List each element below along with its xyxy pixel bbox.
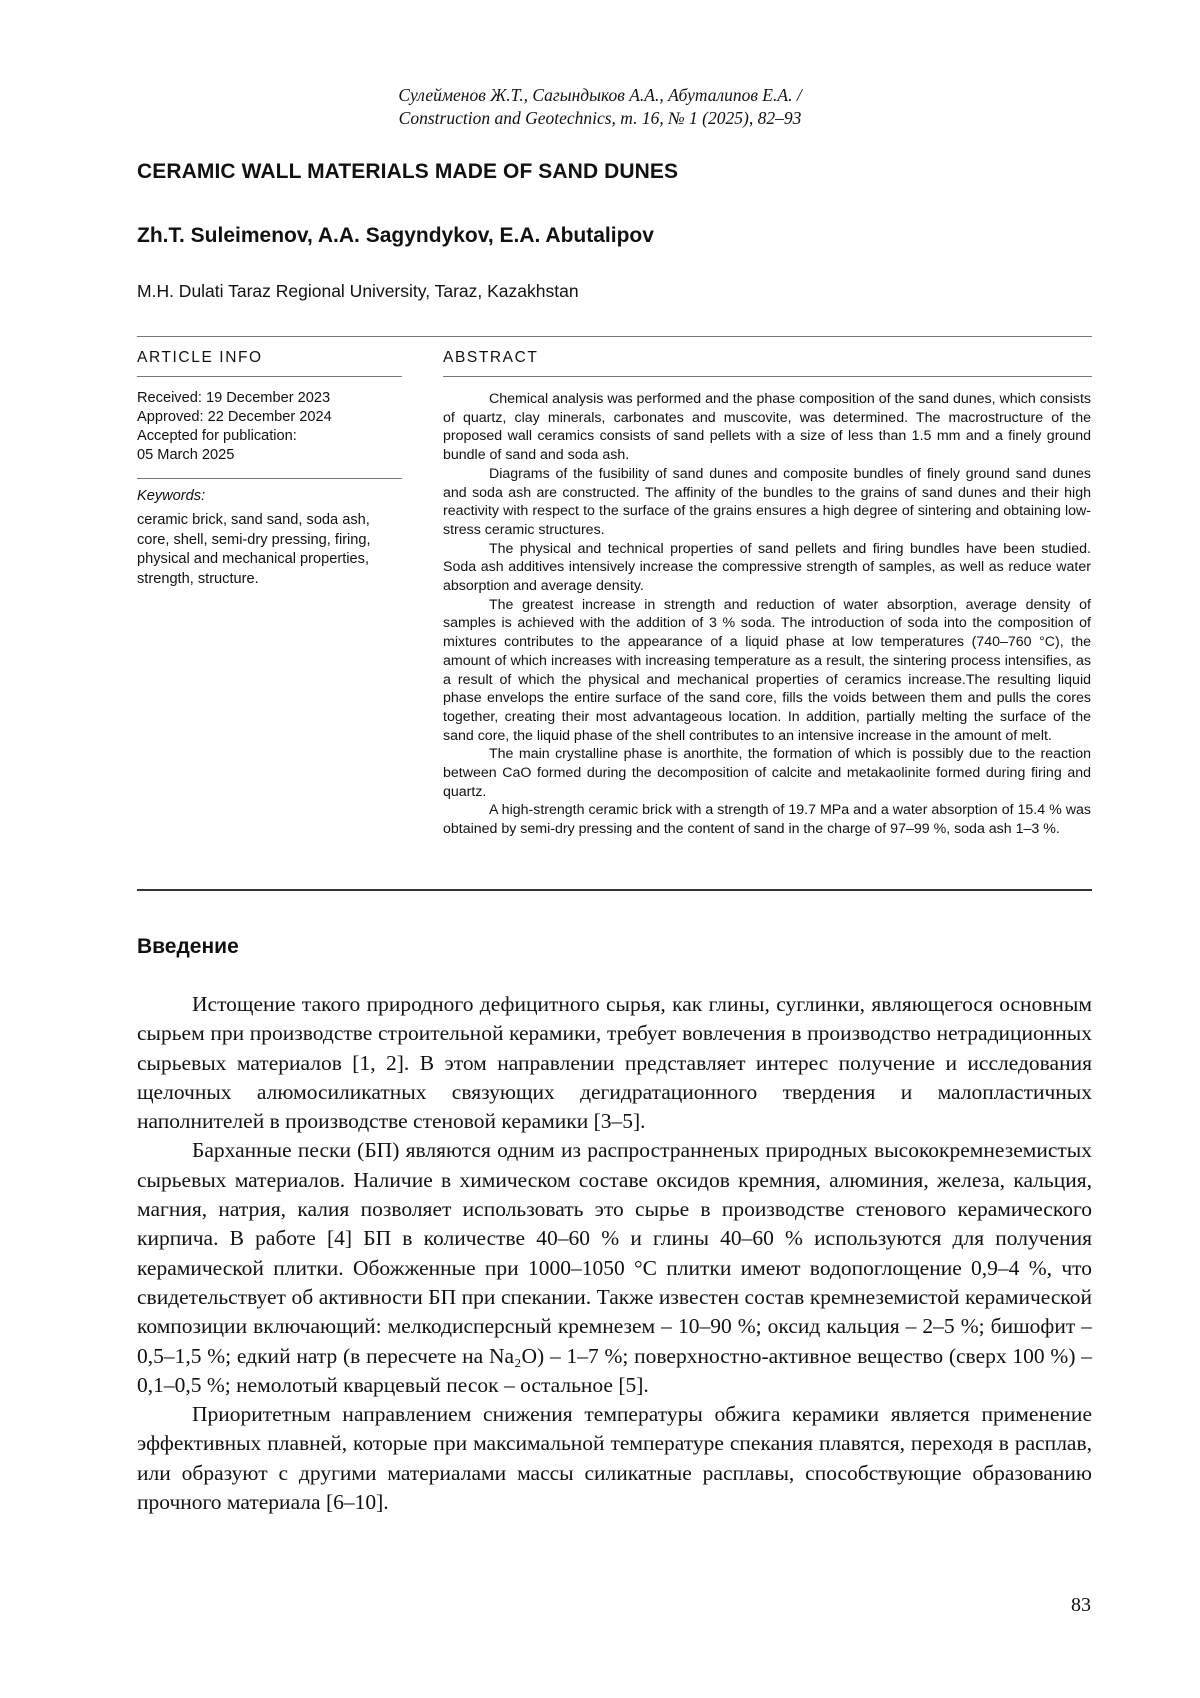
abstract-paragraph: The main crystalline phase is anorthite, the formation of which is possibly due to the reaction between CaO formed during the decomposition of calcite and metakaolinite formed during firing and quartz. (443, 746, 1091, 800)
keywords-divider (137, 478, 402, 479)
abstract-paragraph: The greatest increase in strength and reduction of water absorption, average density of samples is achieved with the addition of 3 % soda. The introduction of soda into the composition of mixtures contributes to the appearance of a liquid phase at low temperatures (740–760 °C), the amount of which increases with increasing temperature as a result, the sintering process intensifies, as a result of which the physical and mechanical properties of ceramics increase.The resulting liquid phase envelops the entire surface of the sand core, fills the voids between them and pulls the cores together, creating their most advantageous location. In addition, partially melting the surface of the sand core, the liquid phase of the shell contributes to an intensive increase in the amount of melt. (443, 596, 1091, 744)
running-header-authors: Сулейменов Ж.Т., Сагындыков А.А., Абуталипов Е.А. / (398, 85, 802, 105)
body-paragraph: Истощение такого природного дефицитного сырья, как глины, суглинки, являющегося основным сырьем при производстве строительной керамики, требует вовлечения в производство нетрадиционных сырьевых материалов [1, 2]. В этом направлении представляет интерес получение и исследования щелочных алюмосиликатных связующих дегидратационного твердения и малопластичных наполнителей в производстве стеновой керамики [3–5]. (137, 992, 1092, 1134)
running-header (137, 84, 1063, 130)
section-heading-introduction: Введение (137, 935, 239, 958)
approved-date: Approved: 22 December 2024 (137, 409, 332, 425)
article-dates (137, 389, 402, 465)
abstract-body (443, 390, 1091, 839)
running-header-journal: Construction and Geotechnics, т. 16, № 1 (2025), 82–93 (398, 108, 802, 128)
keywords-label: Keywords: (137, 488, 206, 504)
abstract-label: ABSTRACT (443, 349, 539, 366)
article-authors: Zh.T. Suleimenov, A.A. Sagyndykov, E.A. Abutalipov (137, 224, 654, 247)
keywords-list: ceramic brick, sand sand, soda ash, core, shell, semi-dry pressing, firing, physical and mechanical properties, strength, structure. (137, 512, 371, 587)
body-paragraph: Барханные пески (БП) являются одним из распространненых природных высококремнеземистых сырьевых материалов. Наличие в химическом составе оксидов кремния, алюминия, железа, кальция, магния, натрия, калия позволяет использовать это сырье в производстве стенового керамического кирпича. В работе [4] БП в количестве 40–60 % и глины 40–60 % используются для получения керамической плитки. Обожженные при 1000–1050 °С плитки имеют водопоглощение 0,9–4 %, что свидетельствует об активности БП при спекании. Также известен состав кремнеземистой керамической композиции включающий: мелкодисперсный кремнезем – 10–90 %; оксид кальция – 2–5 %; бишофит – 0,5–1,5 %; едкий натр (в пересчете на Na₂O) – 1–7 %; поверхностно-активное вещество (сверх 100 %) – 0,1–0,5 %; немолотый кварцевый песок – остальное [5]. (137, 1138, 1092, 1397)
abstract-paragraph: A high-strength ceramic brick with a strength of 19.7 MPa and a water absorption of 15.4 % was obtained by semi-dry pressing and the content of sand in the charge of 97–99 %, soda ash 1–3 %. (443, 802, 1091, 838)
article-info-divider (137, 376, 402, 377)
accepted-label: Accepted for publication: (137, 428, 297, 444)
introduction-body (137, 990, 1092, 1517)
abstract-bottom-divider (137, 889, 1092, 891)
article-affiliation: M.H. Dulati Taraz Regional University, Taraz, Kazakhstan (137, 281, 579, 301)
body-paragraph: Приоритетным направлением снижения температуры обжига керамики является применение эффективных плавней, которые при максимальной температуре спекания плавятся, переходя в расплав, или образуют с другими материалами массы силикатные расплавы, способствующие образованию прочного материала [6–10]. (137, 1402, 1092, 1515)
article-info-label: ARTICLE INFO (137, 349, 263, 366)
abstract-paragraph: Chemical analysis was performed and the phase composition of the sand dunes, which consists of quartz, clay minerals, carbonates and muscovite, was determined. The macrostructure of the proposed wall ceramics consists of sand pellets with a size of less than 1.5 mm and a finely ground bundle of sand and soda ash. (443, 391, 1091, 464)
received-date: Received: 19 December 2023 (137, 390, 331, 406)
abstract-divider (443, 376, 1092, 377)
top-divider (137, 336, 1092, 337)
article-title: CERAMIC WALL MATERIALS MADE OF SAND DUNES (137, 160, 679, 183)
page-number: 83 (1071, 1594, 1091, 1616)
abstract-paragraph: The physical and technical properties of sand pellets and firing bundles have been studied. Soda ash additives intensively increase the compressive strength of samples, as well as reduce water absorption and average density. (443, 540, 1091, 595)
abstract-paragraph: Diagrams of the fusibility of sand dunes and composite bundles of finely ground sand dunes and soda ash are constructed. The affinity of the bundles to the grains of sand dunes and their high reactivity with respect to the surface of the grains ensures a high degree of sintering and obtaining low-stress ceramic structures. (443, 465, 1091, 538)
accepted-date: 05 March 2025 (137, 447, 235, 463)
